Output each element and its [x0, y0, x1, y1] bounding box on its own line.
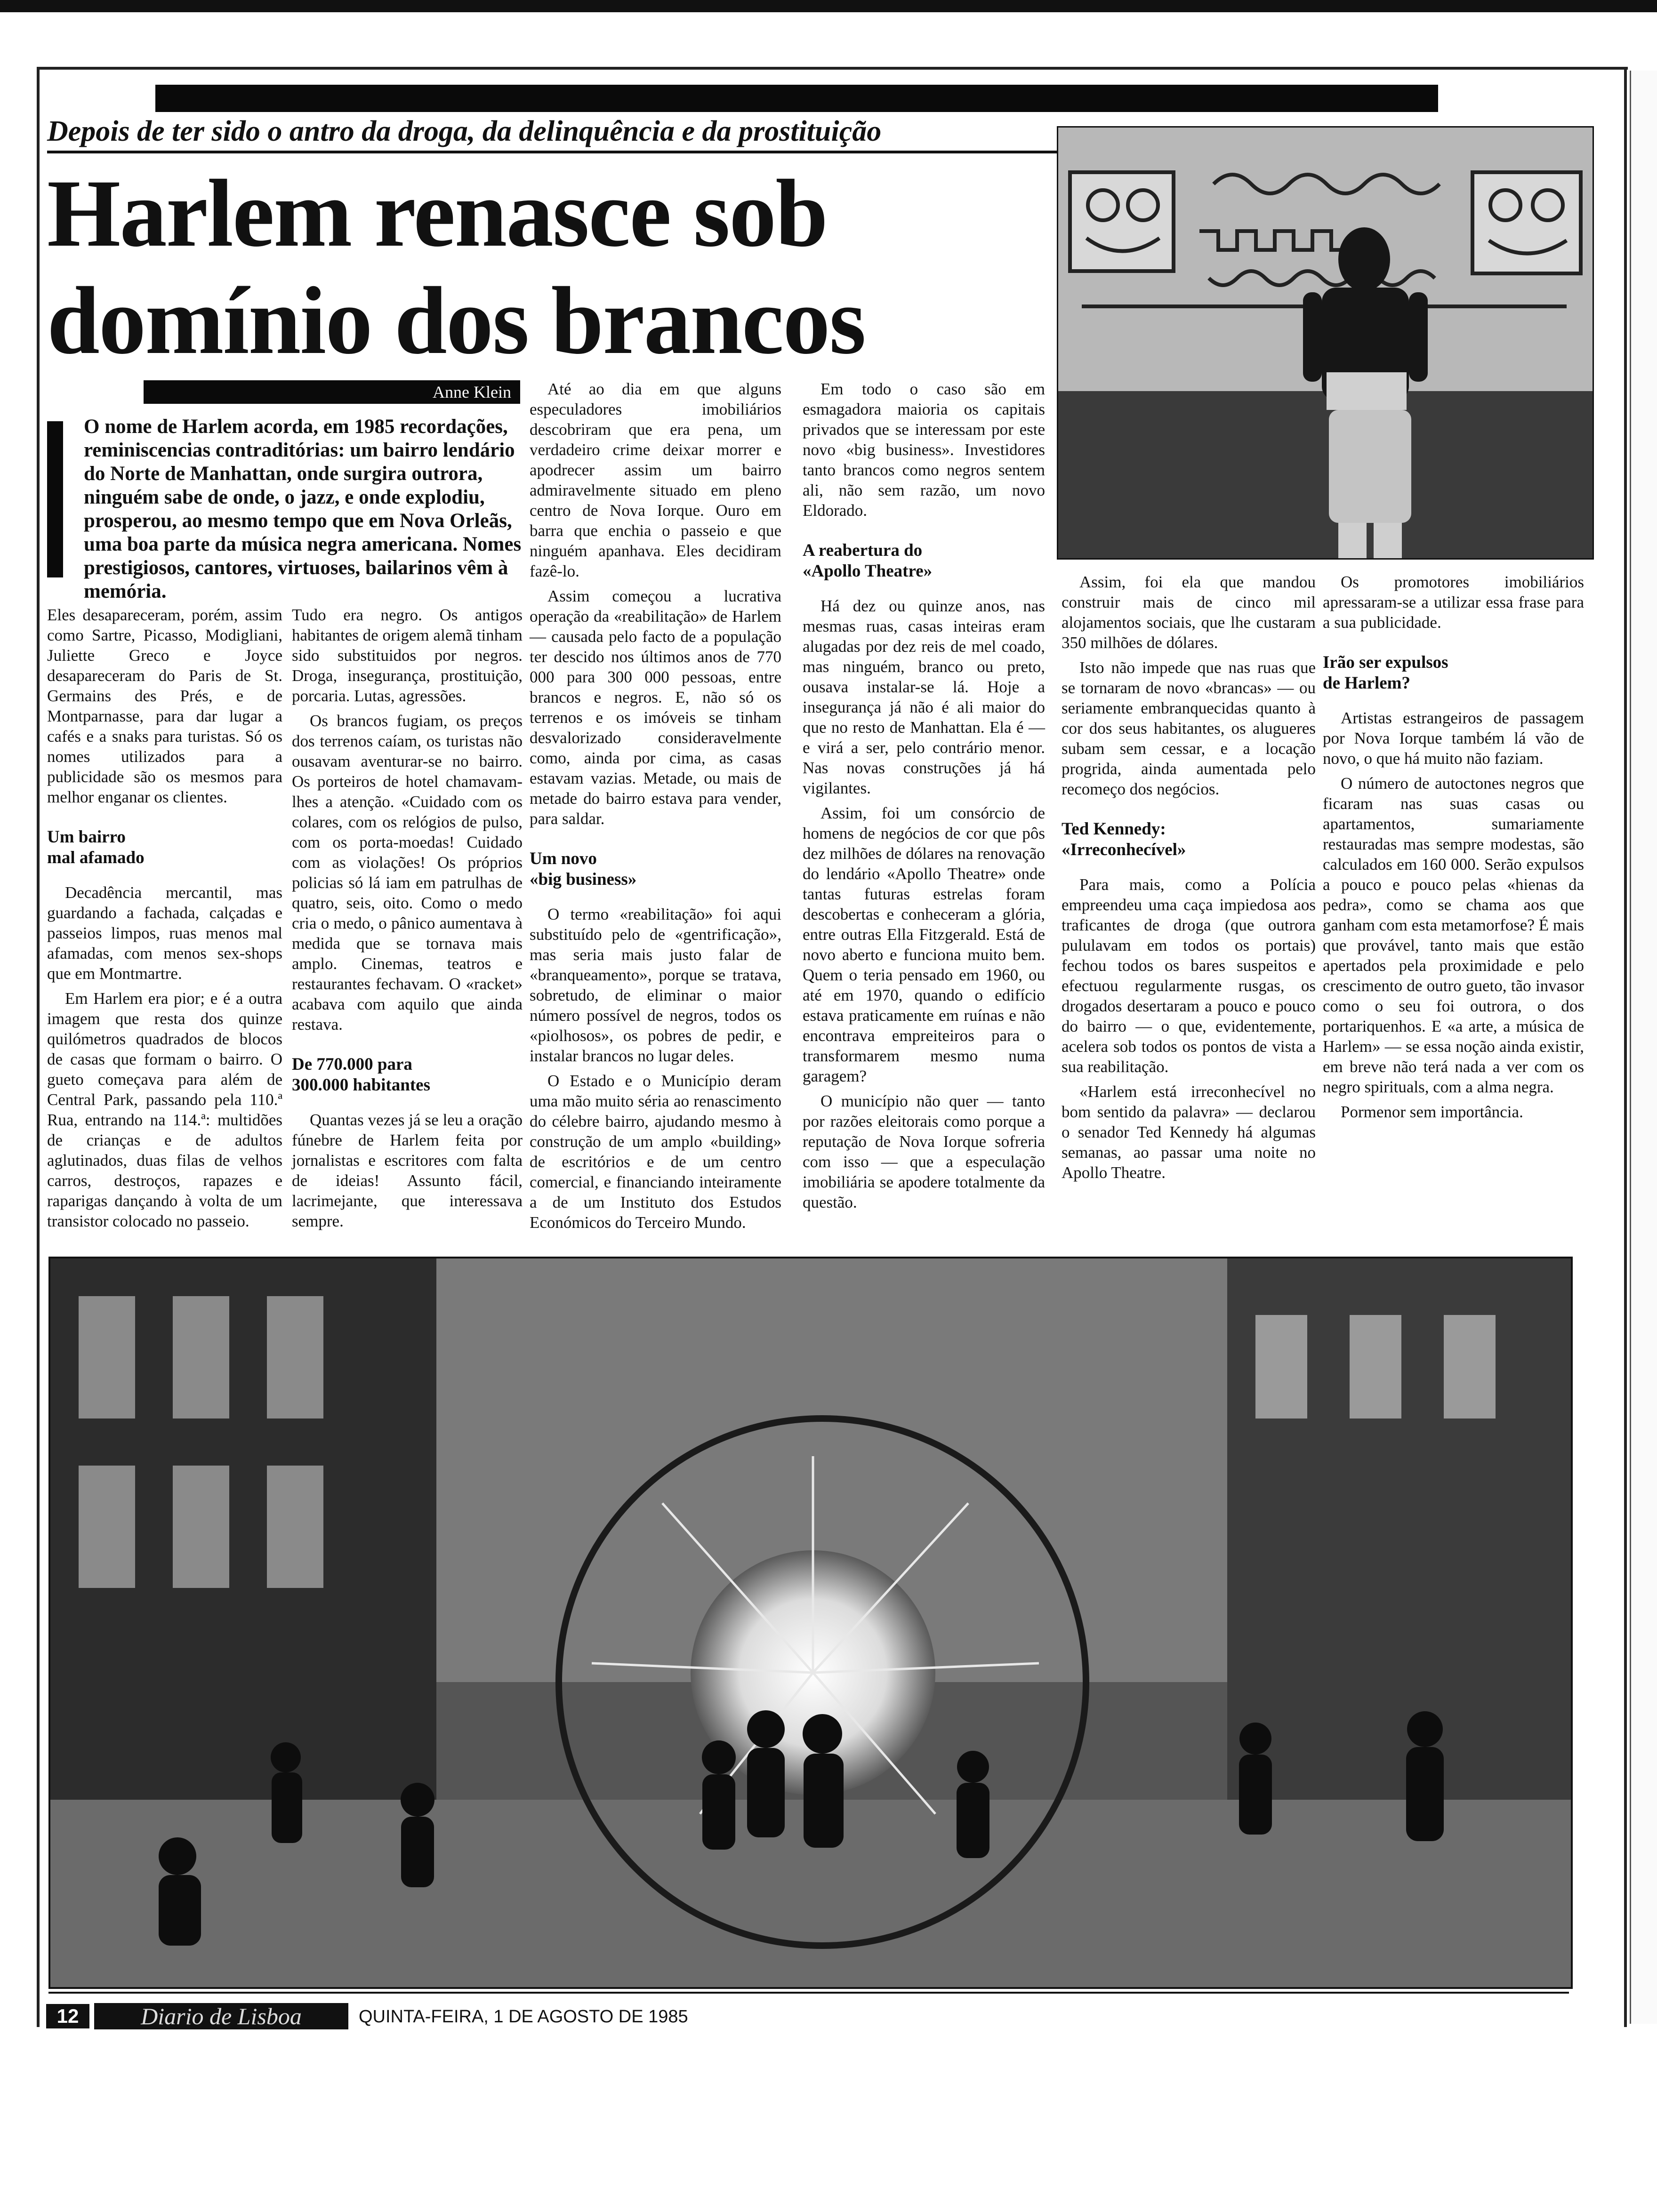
col6-subhead-line-1: Irão ser expulsos	[1323, 653, 1448, 672]
col1-subhead	[47, 827, 282, 868]
col2-paragraph-3: Quantas vezes já se leu a oração fúnebre de Harlem feita por jornalistas e escritores com falta de ideias! Assunto fácil, lacrimejante, que interessava sempre.	[292, 1111, 523, 1230]
col3-subhead-line-1: Um novo	[530, 849, 597, 868]
newspaper-name: Diario de Lisboa	[94, 2003, 348, 2029]
col2-subhead-line-2: 300.000 habitantes	[292, 1075, 430, 1095]
col4-paragraph-3: Assim, foi um consórcio de homens de negócios de cor que pôs dez milhões de dólares na renovação do lendário «Apollo Theatre» onde tantas futuras estrelas foram descobertas e conheceram a glória, entre outras Ella Fitzgerald. Está de novo aberto e funciona muito bem. Quem o teria pensado em 1960, ou até em 1970, quando o edifício estava praticamente em ruínas e não encontrava empreiteiros para o transformarem mesmo numa garagem?	[803, 804, 1045, 1085]
photo-bottom-rule	[48, 1992, 1569, 1994]
col6-paragraph-2: Artistas estrangeiros de passagem por Nova Iorque também lá vão de novo, o que há muito não faziam.	[1323, 709, 1584, 768]
col6-subhead	[1323, 652, 1584, 694]
col3-paragraph-1: Até ao dia em que alguns especuladores imobiliários descobriram que era pena, um verdadeiro crime deixar morrer e apodrecer assim um bairro admiravelmente situado em pleno centro de Nova Iorque. Ouro em barra que enchia o passeio e que ninguém apanhava. Eles decidiram fazê-lo.	[530, 380, 781, 580]
col5-subhead	[1062, 819, 1316, 860]
col5-subhead-line-2: «Irreconhecível»	[1062, 840, 1186, 859]
photo-street-hydrant-children	[48, 1257, 1573, 1989]
top-edge-bar	[0, 0, 1657, 12]
article-column-3	[530, 379, 781, 1233]
col5-paragraph-1: Assim, foi ela que mandou construir mais de cinco mil alojamentos sociais, que lhe custaram 350 milhões de dólares.	[1062, 573, 1316, 652]
page-border-right	[1624, 67, 1627, 2027]
col4-subhead-line-2: «Apollo Theatre»	[803, 561, 933, 581]
col1-subhead-line-2: mal afamado	[47, 848, 145, 867]
adjacent-page-strip	[1630, 71, 1657, 2024]
article-column-5	[1062, 572, 1316, 1183]
header-black-banner	[155, 85, 1438, 112]
col6-paragraph-3: O número de autoctones negros que ficaram nas suas casas ou apartamentos, sumariamente restauradas mas sempre modestas, são calculados em 160 000. Serão expulsos a pouco e pouco pelas «hienas da pedra», como se chama aos que ganham com esta metamorfose? É mais que provável, tanto mais que estão apertados pela proximidade e pelo crescimento de outro gueto, tão invasor como o seu foi outrora, o dos portariquenhos. E «a arte, a música de Harlem» — se essa noção ainda existir, em breve não terá nada a ver com os negro spirituals, com a alma negra.	[1323, 774, 1584, 1096]
col4-subhead	[803, 540, 1045, 582]
col1-subhead-line-1: Um bairro	[47, 827, 126, 847]
article-column-1	[47, 605, 282, 1231]
lead-paragraph: O nome de Harlem acorda, em 1985 recordações, reminiscencias contraditórias: um bairro lendário do Norte de Manhattan, onde surgira outrora, ninguém sabe de onde, o jazz, e onde explodiu, prosperou, ao mesmo tempo que em Nova Orleãs, uma boa parte da música negra americana. Nomes prestigiosos, cantores, virtuoses, bailarinos vêm à memória.	[84, 416, 522, 602]
col2-paragraph-1: Tudo era negro. Os antigos habitantes de origem alemã tinham sido substituidos por negros. Droga, insegurança, prostituição, porcaria. Lutas, agressões.	[292, 606, 523, 705]
col4-paragraph-4: O município não quer — tanto por razões eleitorais como porque a reputação de Nova Iorque sofreria com isso — que a especulação imobiliária se apodere totalmente da questão.	[803, 1092, 1045, 1211]
col4-subhead-line-1: A reabertura do	[803, 541, 923, 560]
headline-line-2: domínio dos brancos	[47, 267, 865, 374]
page-border-top	[37, 67, 1628, 70]
page-number: 12	[46, 2004, 89, 2028]
byline: Anne Klein	[433, 383, 511, 401]
article-column-2	[292, 605, 523, 1231]
col6-paragraph-4: Pormenor sem importância.	[1341, 1103, 1523, 1121]
headline-line-1: Harlem renasce sob	[47, 160, 828, 267]
col6-subhead-line-2: de Harlem?	[1323, 673, 1410, 693]
col1-paragraph-3: Em Harlem era pior; e é a outra imagem que resta dos quinze quilómetros quadrados de blocos de casas que formam o bairro. O gueto começava para além de Central Park, passando pela 110.ª Rua, entrando na 114.ª: multidões de crianças e de adultos aglutinados, duas filas de velhos carros, destroços, rapazes e raparigas dançando à volta de um transistor colocado no passeio.	[47, 989, 282, 1230]
photo-street-hydrant-graphic	[50, 1258, 1571, 1987]
col6-paragraph-1: Os promotores imobiliários apressaram-se a utilizar essa frase para a sua publicidade.	[1323, 573, 1584, 632]
issue-date: QUINTA-FEIRA, 1 DE AGOSTO DE 1985	[359, 2007, 688, 2027]
article-column-4	[803, 379, 1045, 1212]
col2-paragraph-2: Os brancos fugiam, os preços dos terrenos caíam, os turistas não ousavam aventurar-se no bairro. Os porteiros de hotel chamavam-lhes a atenção. «Cuidado com os colares, com os relógios de pulso, com os porta-moedas! Cuidado com as violações! Os próprios policias só lá iam em patrulhas de quatro, seis, oito. Como o medo cria o medo, o pânico aumentava à medida que se tornava mais amplo. Cinemas, teatros e restaurantes fechavam. O «racket» acabava com aquilo que ainda restava.	[292, 712, 523, 1034]
lead-marker-bar	[47, 421, 63, 577]
col3-paragraph-4: O Estado e o Município deram uma mão muito séria ao renascimento do célebre bairro, ajudando mesmo à construção de um amplo «building» de escritórios e de um centro comercial, e financiando inteiramente a de um Instituto dos Estudos Económicos do Terceiro Mundo.	[530, 1072, 781, 1232]
page-border-left	[37, 67, 40, 2027]
col5-paragraph-2: Isto não impede que nas ruas que se tornaram de novo «brancas» — ou seriamente embranquecidas quanto à cor dos seus habitantes, os alugueres subam sem cessar, e a locação progrida, ainda aumentada pelo recomeço dos negócios.	[1062, 658, 1316, 798]
kicker: Depois de ter sido o antro da droga, da delinquência e da prostituição	[47, 115, 1059, 153]
col5-paragraph-3: Para mais, como a Polícia empreendeu uma caça impiedosa aos traficantes de droga (que outrora pululavam em todos os portais) fechou todos os bares suspeitos e efectuou regularmente rusgas, os drogados desertaram a pouco e pouco do bairro — o que, evidentemente, acelera sob todos os pontos de vista a sua reabilitação.	[1062, 875, 1316, 1076]
col3-paragraph-2: Assim começou a lucrativa operação da «reabilitação» de Harlem — causada pelo facto de a população ter descido nos últimos anos de 770 000 para 300 000 pessoas, entre brancos e negros. E, não só os terrenos e os imóveis se tinham desvalorizado consideravelmente como, ainda por cima, as casas estavam vazias. Metade, ou mais de metade do bairro estava para vender, para saldar.	[530, 587, 781, 828]
col3-subhead	[530, 849, 781, 890]
col4-paragraph-2: Há dez ou quinze anos, nas mesmas ruas, casas inteiras eram alugadas por dez reis de mel coado, mas ninguém, branco ou preto, ousava instalar-se lá. Hoje a insegurança já não é ali maior do que no resto de Manhattan. Ela é — e virá a ser, pelo contrário menor. Nas novas construções já há vigilantes.	[803, 597, 1045, 797]
col1-paragraph-1: Eles desapareceram, porém, assim como Sartre, Picasso, Modigliani, Juliette Greco e Joyce desapareceram do Paris de St. Germains des Prés, e de Montparnasse, para dar lugar a cafés e a snaks para turistas. Só os nomes utilizados para a publicidade são os mesmos para melhor enganar os clientes.	[47, 606, 282, 806]
photo-mural-person	[1057, 126, 1594, 560]
col2-subhead	[292, 1054, 523, 1096]
col3-paragraph-3: O termo «reabilitação» foi aqui substituído pelo de «gentrificação», mas seria mais justo falar de «branqueamento», porque se tratava, sobretudo, de eliminar o maior número possível de negros, todos os «piolhosos», os pobres de pedir, e instalar brancos no lugar deles.	[530, 905, 781, 1065]
col5-paragraph-4: «Harlem está irreconhecível no bom sentido da palavra» — declarou o senador Ted Kennedy há algumas semanas, ao passar uma noite no Apollo Theatre.	[1062, 1082, 1316, 1182]
col4-paragraph-1: Em todo o caso são em esmagadora maioria os capitais privados que se interessam por este novo «big business». Investidores tanto brancos como negros sentem ali, não sem razão, um novo Eldorado.	[803, 380, 1045, 520]
photo-mural-person-graphic	[1058, 128, 1593, 558]
col1-paragraph-2: Decadência mercantil, mas guardando a fachada, calçadas e passeios limpos, ruas menos mal afamadas, com menos sex-shops que em Montmartre.	[47, 883, 282, 983]
col5-subhead-line-1: Ted Kennedy:	[1062, 819, 1166, 839]
headline	[47, 160, 1016, 375]
article-column-6	[1323, 572, 1584, 1122]
col3-subhead-line-2: «big business»	[530, 870, 637, 889]
col2-subhead-line-1: De 770.000 para	[292, 1055, 412, 1074]
